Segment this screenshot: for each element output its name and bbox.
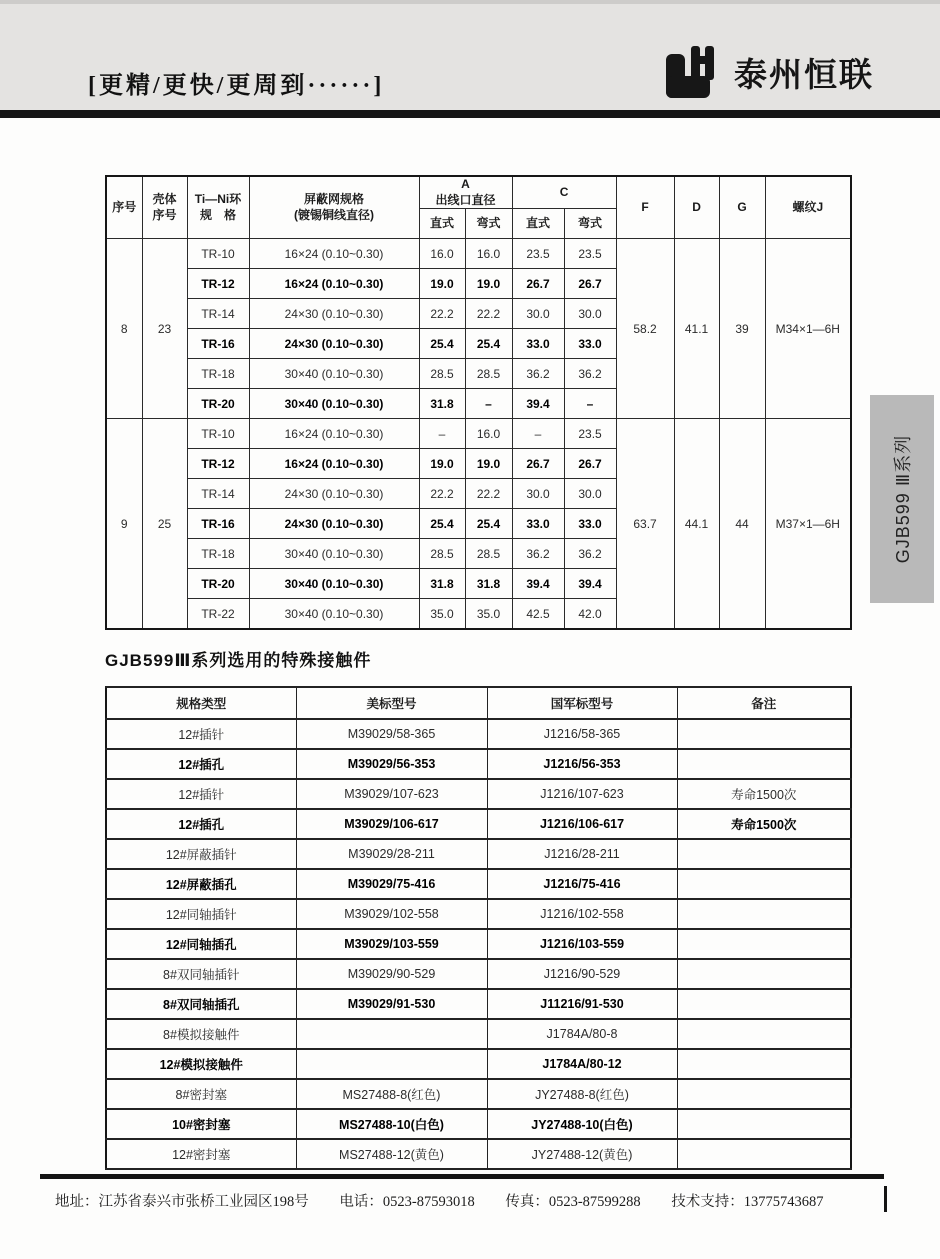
cn-std-cell: J1784A/80-8 [487, 1019, 677, 1049]
col-header-type: 规格类型 [106, 687, 296, 719]
contact-type-cell: 12#模拟接触件 [106, 1049, 296, 1079]
ring-cell: TR-16 [187, 329, 249, 359]
remark-cell [677, 1109, 851, 1139]
f-cell: 63.7 [616, 419, 674, 630]
footer-fax: 传真：0523-87599288 [505, 1194, 641, 1210]
contact-type-cell: 12#同轴插针 [106, 899, 296, 929]
c-bent-cell: – [564, 389, 616, 419]
c-bent-cell: 42.0 [564, 599, 616, 630]
a-straight-cell: 19.0 [419, 269, 465, 299]
us-std-cell: MS27488-12(黄色) [296, 1139, 487, 1169]
us-std-cell: M39029/56-353 [296, 749, 487, 779]
index-cell: 9 [106, 419, 142, 630]
footer-divider [40, 1174, 884, 1179]
contact-row [106, 869, 851, 899]
contact-type-cell: 8#双同轴插针 [106, 959, 296, 989]
c-bent-cell: 39.4 [564, 569, 616, 599]
ring-cell: TR-18 [187, 359, 249, 389]
ring-cell: TR-12 [187, 449, 249, 479]
header-divider [0, 110, 940, 118]
mesh-cell: 24×30 (0.10~0.30) [249, 299, 419, 329]
shell-cell: 23 [142, 239, 187, 419]
thread-cell: M34×1—6H [765, 239, 851, 419]
a-straight-cell: 22.2 [419, 479, 465, 509]
cn-std-cell: JY27488-12(黄色) [487, 1139, 677, 1169]
cn-std-cell: JY27488-8(红色) [487, 1079, 677, 1109]
ring-cell: TR-10 [187, 419, 249, 449]
ring-cell: TR-14 [187, 299, 249, 329]
c-straight-cell: 33.0 [512, 509, 564, 539]
series-side-tab [870, 395, 934, 603]
mesh-cell: 24×30 (0.10~0.30) [249, 479, 419, 509]
ring-cell: TR-10 [187, 239, 249, 269]
col-header-us-std: 美标型号 [296, 687, 487, 719]
ring-cell: TR-14 [187, 479, 249, 509]
cn-std-cell: J1784A/80-12 [487, 1049, 677, 1079]
cn-std-cell: J1216/56-353 [487, 749, 677, 779]
a-bent-cell: 31.8 [465, 569, 512, 599]
c-straight-cell: 26.7 [512, 269, 564, 299]
a-bent-cell: 16.0 [465, 239, 512, 269]
contact-row [106, 1109, 851, 1139]
a-straight-cell: 19.0 [419, 449, 465, 479]
d-cell: 44.1 [674, 419, 719, 630]
mesh-cell: 30×40 (0.10~0.30) [249, 539, 419, 569]
us-std-cell: M39029/75-416 [296, 869, 487, 899]
brand-name: 泰州恒联 [734, 55, 874, 93]
contact-type-cell: 12#同轴插孔 [106, 929, 296, 959]
a-straight-cell: 16.0 [419, 239, 465, 269]
mesh-cell: 24×30 (0.10~0.30) [249, 509, 419, 539]
us-std-cell [296, 1019, 487, 1049]
cn-std-cell: J1216/58-365 [487, 719, 677, 749]
subheader-a-straight: 直式 [419, 209, 465, 239]
cn-std-cell: J1216/102-558 [487, 899, 677, 929]
top-edge-strip [0, 0, 940, 4]
c-straight-cell: 36.2 [512, 539, 564, 569]
mesh-cell: 30×40 (0.10~0.30) [249, 359, 419, 389]
remark-cell [677, 839, 851, 869]
c-bent-cell: 30.0 [564, 299, 616, 329]
contacts-table-title: GJB599Ⅲ系列选用的特殊接触件 [105, 651, 372, 670]
us-std-cell: M39029/106-617 [296, 809, 487, 839]
us-std-cell: M39029/107-623 [296, 779, 487, 809]
c-straight-cell: 39.4 [512, 569, 564, 599]
a-straight-cell: 28.5 [419, 539, 465, 569]
us-std-cell: MS27488-8(红色) [296, 1079, 487, 1109]
c-bent-cell: 26.7 [564, 449, 616, 479]
c-straight-cell: 39.4 [512, 389, 564, 419]
page-header [0, 0, 940, 110]
contact-type-cell: 8#模拟接触件 [106, 1019, 296, 1049]
remark-cell [677, 1079, 851, 1109]
footer-contact [55, 1190, 915, 1211]
g-cell: 39 [719, 239, 765, 419]
a-bent-cell: – [465, 389, 512, 419]
a-bent-cell: 16.0 [465, 419, 512, 449]
col-header-f: F [616, 176, 674, 239]
us-std-cell: M39029/103-559 [296, 929, 487, 959]
remark-cell [677, 1019, 851, 1049]
remark-cell [677, 719, 851, 749]
g-cell: 44 [719, 419, 765, 630]
ring-cell: TR-22 [187, 599, 249, 630]
f-cell: 58.2 [616, 239, 674, 419]
mesh-cell: 16×24 (0.10~0.30) [249, 269, 419, 299]
a-straight-cell: 22.2 [419, 299, 465, 329]
remark-cell: 寿命1500次 [677, 779, 851, 809]
contact-type-cell: 8#密封塞 [106, 1079, 296, 1109]
remark-cell [677, 899, 851, 929]
col-header-thread: 螺纹J [765, 176, 851, 239]
spec-row [106, 239, 851, 269]
cn-std-cell: J1216/106-617 [487, 809, 677, 839]
remark-cell [677, 1049, 851, 1079]
contact-row [106, 809, 851, 839]
mesh-cell: 30×40 (0.10~0.30) [249, 389, 419, 419]
remark-cell [677, 959, 851, 989]
contact-row [106, 1139, 851, 1169]
c-bent-cell: 30.0 [564, 479, 616, 509]
contact-row [106, 1049, 851, 1079]
col-header-d: D [674, 176, 719, 239]
cn-std-cell: J11216/91-530 [487, 989, 677, 1019]
remark-cell [677, 929, 851, 959]
c-straight-cell: 36.2 [512, 359, 564, 389]
ring-cell: TR-16 [187, 509, 249, 539]
c-straight-cell: 30.0 [512, 299, 564, 329]
col-header-g: G [719, 176, 765, 239]
cn-std-cell: J1216/103-559 [487, 929, 677, 959]
remark-cell [677, 749, 851, 779]
contact-row [106, 719, 851, 749]
contacts-table [105, 686, 852, 1170]
a-straight-cell: 28.5 [419, 359, 465, 389]
c-straight-cell: – [512, 419, 564, 449]
c-bent-cell: 33.0 [564, 329, 616, 359]
a-bent-cell: 25.4 [465, 509, 512, 539]
col-header-c: C [512, 176, 616, 209]
us-std-cell: M39029/58-365 [296, 719, 487, 749]
col-header-shell: 壳体 序号 [142, 176, 187, 239]
cn-std-cell: J1216/75-416 [487, 869, 677, 899]
contact-type-cell: 12#插针 [106, 779, 296, 809]
contact-row [106, 1079, 851, 1109]
ring-cell: TR-18 [187, 539, 249, 569]
spec-table [105, 175, 852, 630]
remark-cell [677, 869, 851, 899]
a-bent-cell: 28.5 [465, 359, 512, 389]
remark-cell: 寿命1500次 [677, 809, 851, 839]
col-header-remark: 备注 [677, 687, 851, 719]
us-std-cell: M39029/28-211 [296, 839, 487, 869]
col-header-mesh: 屏蔽网规格 (镀锡铜线直径) [249, 176, 419, 239]
cn-std-cell: JY27488-10(白色) [487, 1109, 677, 1139]
d-cell: 41.1 [674, 239, 719, 419]
contact-row [106, 779, 851, 809]
a-straight-cell: – [419, 419, 465, 449]
us-std-cell [296, 1049, 487, 1079]
c-bent-cell: 23.5 [564, 419, 616, 449]
c-bent-cell: 26.7 [564, 269, 616, 299]
c-straight-cell: 30.0 [512, 479, 564, 509]
c-bent-cell: 33.0 [564, 509, 616, 539]
subheader-c-straight: 直式 [512, 209, 564, 239]
a-bent-cell: 19.0 [465, 269, 512, 299]
remark-cell [677, 1139, 851, 1169]
ring-cell: TR-20 [187, 389, 249, 419]
contact-row [106, 959, 851, 989]
c-bent-cell: 36.2 [564, 539, 616, 569]
shell-cell: 25 [142, 419, 187, 630]
mesh-cell: 24×30 (0.10~0.30) [249, 329, 419, 359]
brand-block [666, 46, 874, 98]
mesh-cell: 30×40 (0.10~0.30) [249, 569, 419, 599]
c-bent-cell: 36.2 [564, 359, 616, 389]
a-bent-cell: 22.2 [465, 479, 512, 509]
mesh-cell: 30×40 (0.10~0.30) [249, 599, 419, 630]
contact-type-cell: 12#密封塞 [106, 1139, 296, 1169]
contact-row [106, 899, 851, 929]
remark-cell [677, 989, 851, 1019]
contact-row [106, 749, 851, 779]
a-bent-cell: 19.0 [465, 449, 512, 479]
slogan-text: [更精/更快/更周到······] [88, 73, 385, 99]
footer-address: 地址：江苏省泰兴市张桥工业园区198号 [55, 1194, 309, 1210]
us-std-cell: M39029/90-529 [296, 959, 487, 989]
spec-row [106, 419, 851, 449]
lh-monogram-icon [666, 46, 722, 98]
col-header-cn-std: 国军标型号 [487, 687, 677, 719]
a-straight-cell: 25.4 [419, 509, 465, 539]
cn-std-cell: J1216/28-211 [487, 839, 677, 869]
a-straight-cell: 35.0 [419, 599, 465, 630]
contact-type-cell: 12#插孔 [106, 749, 296, 779]
us-std-cell: MS27488-10(白色) [296, 1109, 487, 1139]
contact-row [106, 839, 851, 869]
c-straight-cell: 26.7 [512, 449, 564, 479]
series-side-tab-label: GJB599 Ⅲ系列 [893, 434, 914, 564]
a-straight-cell: 31.8 [419, 389, 465, 419]
contact-row [106, 929, 851, 959]
col-header-ring: Ti—Ni环 规 格 [187, 176, 249, 239]
us-std-cell: M39029/91-530 [296, 989, 487, 1019]
subheader-a-bent: 弯式 [465, 209, 512, 239]
c-bent-cell: 23.5 [564, 239, 616, 269]
contact-type-cell: 12#插孔 [106, 809, 296, 839]
a-straight-cell: 25.4 [419, 329, 465, 359]
ring-cell: TR-12 [187, 269, 249, 299]
c-straight-cell: 23.5 [512, 239, 564, 269]
mesh-cell: 16×24 (0.10~0.30) [249, 419, 419, 449]
c-straight-cell: 42.5 [512, 599, 564, 630]
contact-type-cell: 12#屏蔽插针 [106, 839, 296, 869]
contact-type-cell: 10#密封塞 [106, 1109, 296, 1139]
col-header-a: A 出线口直径 [419, 176, 512, 209]
cn-std-cell: J1216/90-529 [487, 959, 677, 989]
footer-support: 技术支持：13775743687 [671, 1194, 824, 1210]
contact-type-cell: 12#屏蔽插孔 [106, 869, 296, 899]
us-std-cell: M39029/102-558 [296, 899, 487, 929]
mesh-cell: 16×24 (0.10~0.30) [249, 449, 419, 479]
contact-type-cell: 8#双同轴插孔 [106, 989, 296, 1019]
subheader-c-bent: 弯式 [564, 209, 616, 239]
mesh-cell: 16×24 (0.10~0.30) [249, 239, 419, 269]
a-bent-cell: 35.0 [465, 599, 512, 630]
index-cell: 8 [106, 239, 142, 419]
c-straight-cell: 33.0 [512, 329, 564, 359]
a-straight-cell: 31.8 [419, 569, 465, 599]
ring-cell: TR-20 [187, 569, 249, 599]
contact-type-cell: 12#插针 [106, 719, 296, 749]
a-bent-cell: 22.2 [465, 299, 512, 329]
col-header-index: 序号 [106, 176, 142, 239]
footer-phone: 电话：0523-87593018 [339, 1194, 475, 1210]
cn-std-cell: J1216/107-623 [487, 779, 677, 809]
thread-cell: M37×1—6H [765, 419, 851, 630]
a-bent-cell: 28.5 [465, 539, 512, 569]
contact-row [106, 989, 851, 1019]
a-bent-cell: 25.4 [465, 329, 512, 359]
contact-row [106, 1019, 851, 1049]
